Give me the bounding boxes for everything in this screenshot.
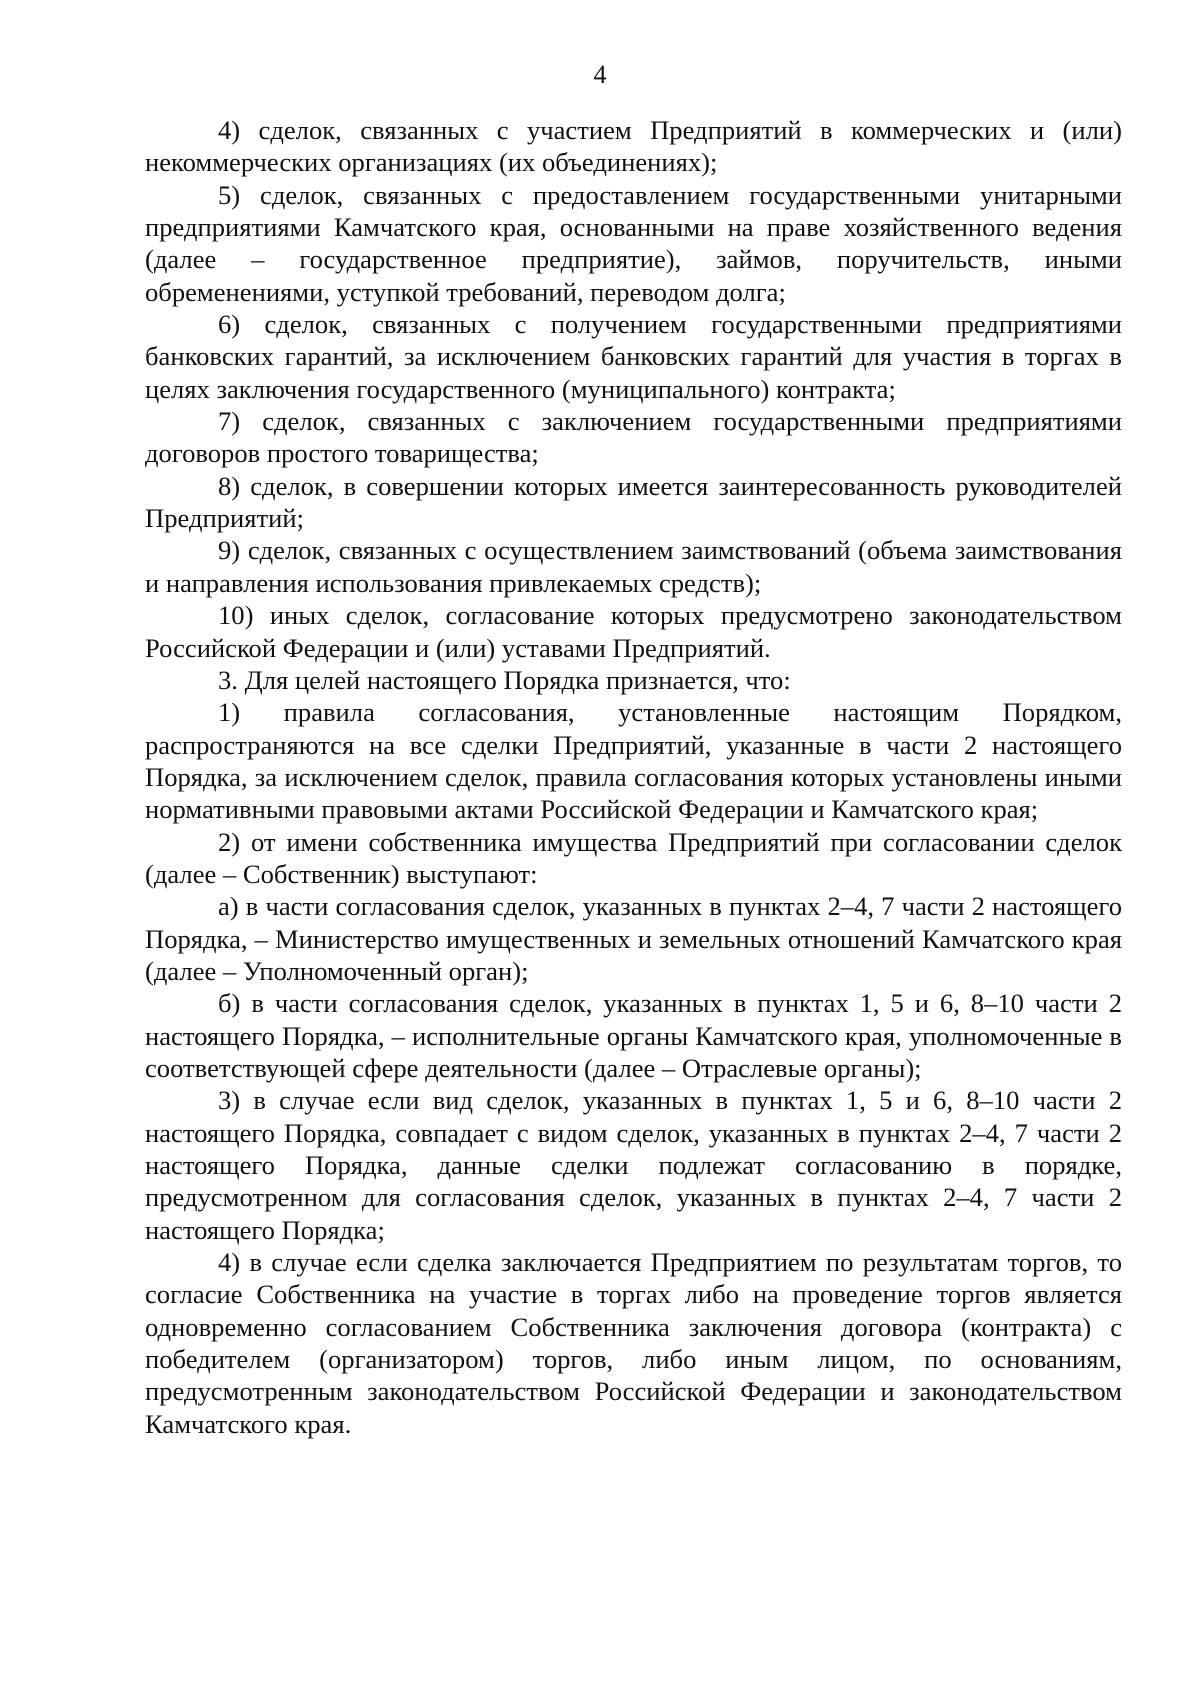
paragraph-item-6: 6) сделок, связанных с получением государственными предприятиями банковских гарантий, за исключением банковских гарантий для участия в торгах в целях заключения государственного (муниципального) контракта;: [145, 309, 1122, 404]
paragraph-item-7: 7) сделок, связанных с заключением государственными предприятиями договоров простого товарищества;: [145, 406, 1122, 469]
section-3-item-4: 4) в случае если сделка заключается Предприятием по результатам торгов, то согласие Собственника на участие в торгах либо на проведение торгов является одновременно согласованием Собственника заключения договора (контракта) с победителем (организатором) торгов, либо иным лицом, по основаниям, предусмотренным законодательством Российской Федерации и законодательством Камчатского края.: [145, 1247, 1122, 1439]
paragraph-item-10: 10) иных сделок, согласование которых предусмотрено законодательством Российской Федерации и (или) уставами Предприятий.: [145, 600, 1122, 663]
paragraph-item-8: 8) сделок, в совершении которых имеется заинтересованность руководителей Предприятий;: [145, 470, 1122, 534]
document-body: [145, 114, 1122, 1440]
section-3-item-2b: б) в части согласования сделок, указанных в пунктах 1, 5 и 6, 8–10 части 2 настоящего Порядка, – исполнительные органы Камчатского края, уполномоченные в соответствующей сфере деятельности (далее – Отраслевые органы);: [145, 988, 1122, 1083]
section-3-item-1: 1) правила согласования, установленные настоящим Порядком, распространяются на все сделки Предприятий, указанные в части 2 настоящего Порядка, за исключением сделок, правила согласования которых установлены иными нормативными правовыми актами Российской Федерации и Камчатского края;: [145, 697, 1122, 825]
paragraph-item-4: 4) сделок, связанных с участием Предприятий в коммерческих и (или) некоммерческих организациях (их объединениях);: [145, 115, 1122, 178]
page-number: 4: [593, 60, 607, 89]
section-3-item-2: 2) от имени собственника имущества Предприятий при согласовании сделок (далее – Собственник) выступают:: [145, 826, 1122, 889]
section-3-item-2a: а) в части согласования сделок, указанных в пунктах 2–4, 7 части 2 настоящего Порядка, – Министерство имущественных и земельных отношений Камчатского края (далее – Уполномоченный орган);: [145, 891, 1122, 986]
section-3-heading: 3. Для целей настоящего Порядка признается, что:: [218, 664, 791, 695]
section-3-item-3: 3) в случае если вид сделок, указанных в пунктах 1, 5 и 6, 8–10 части 2 настоящего Порядка, совпадает с видом сделок, указанных в пунктах 2–4, 7 части 2 настоящего Порядка, данные сделки подлежат согласованию в порядке, предусмотренном для согласования сделок, указанных в пунктах 2–4, 7 части 2 настоящего Порядка;: [145, 1085, 1122, 1245]
paragraph-item-5: 5) сделок, связанных с предоставлением государственными унитарными предприятиями Камчатского края, основанными на праве хозяйственного ведения (далее – государственное предприятие), займов, поручительств, иными обременениями, уступкой требований, переводом долга;: [145, 179, 1122, 307]
paragraph-item-9: 9) сделок, связанных с осуществлением заимствований (объема заимствования и направления использования привлекаемых средств);: [145, 535, 1122, 598]
